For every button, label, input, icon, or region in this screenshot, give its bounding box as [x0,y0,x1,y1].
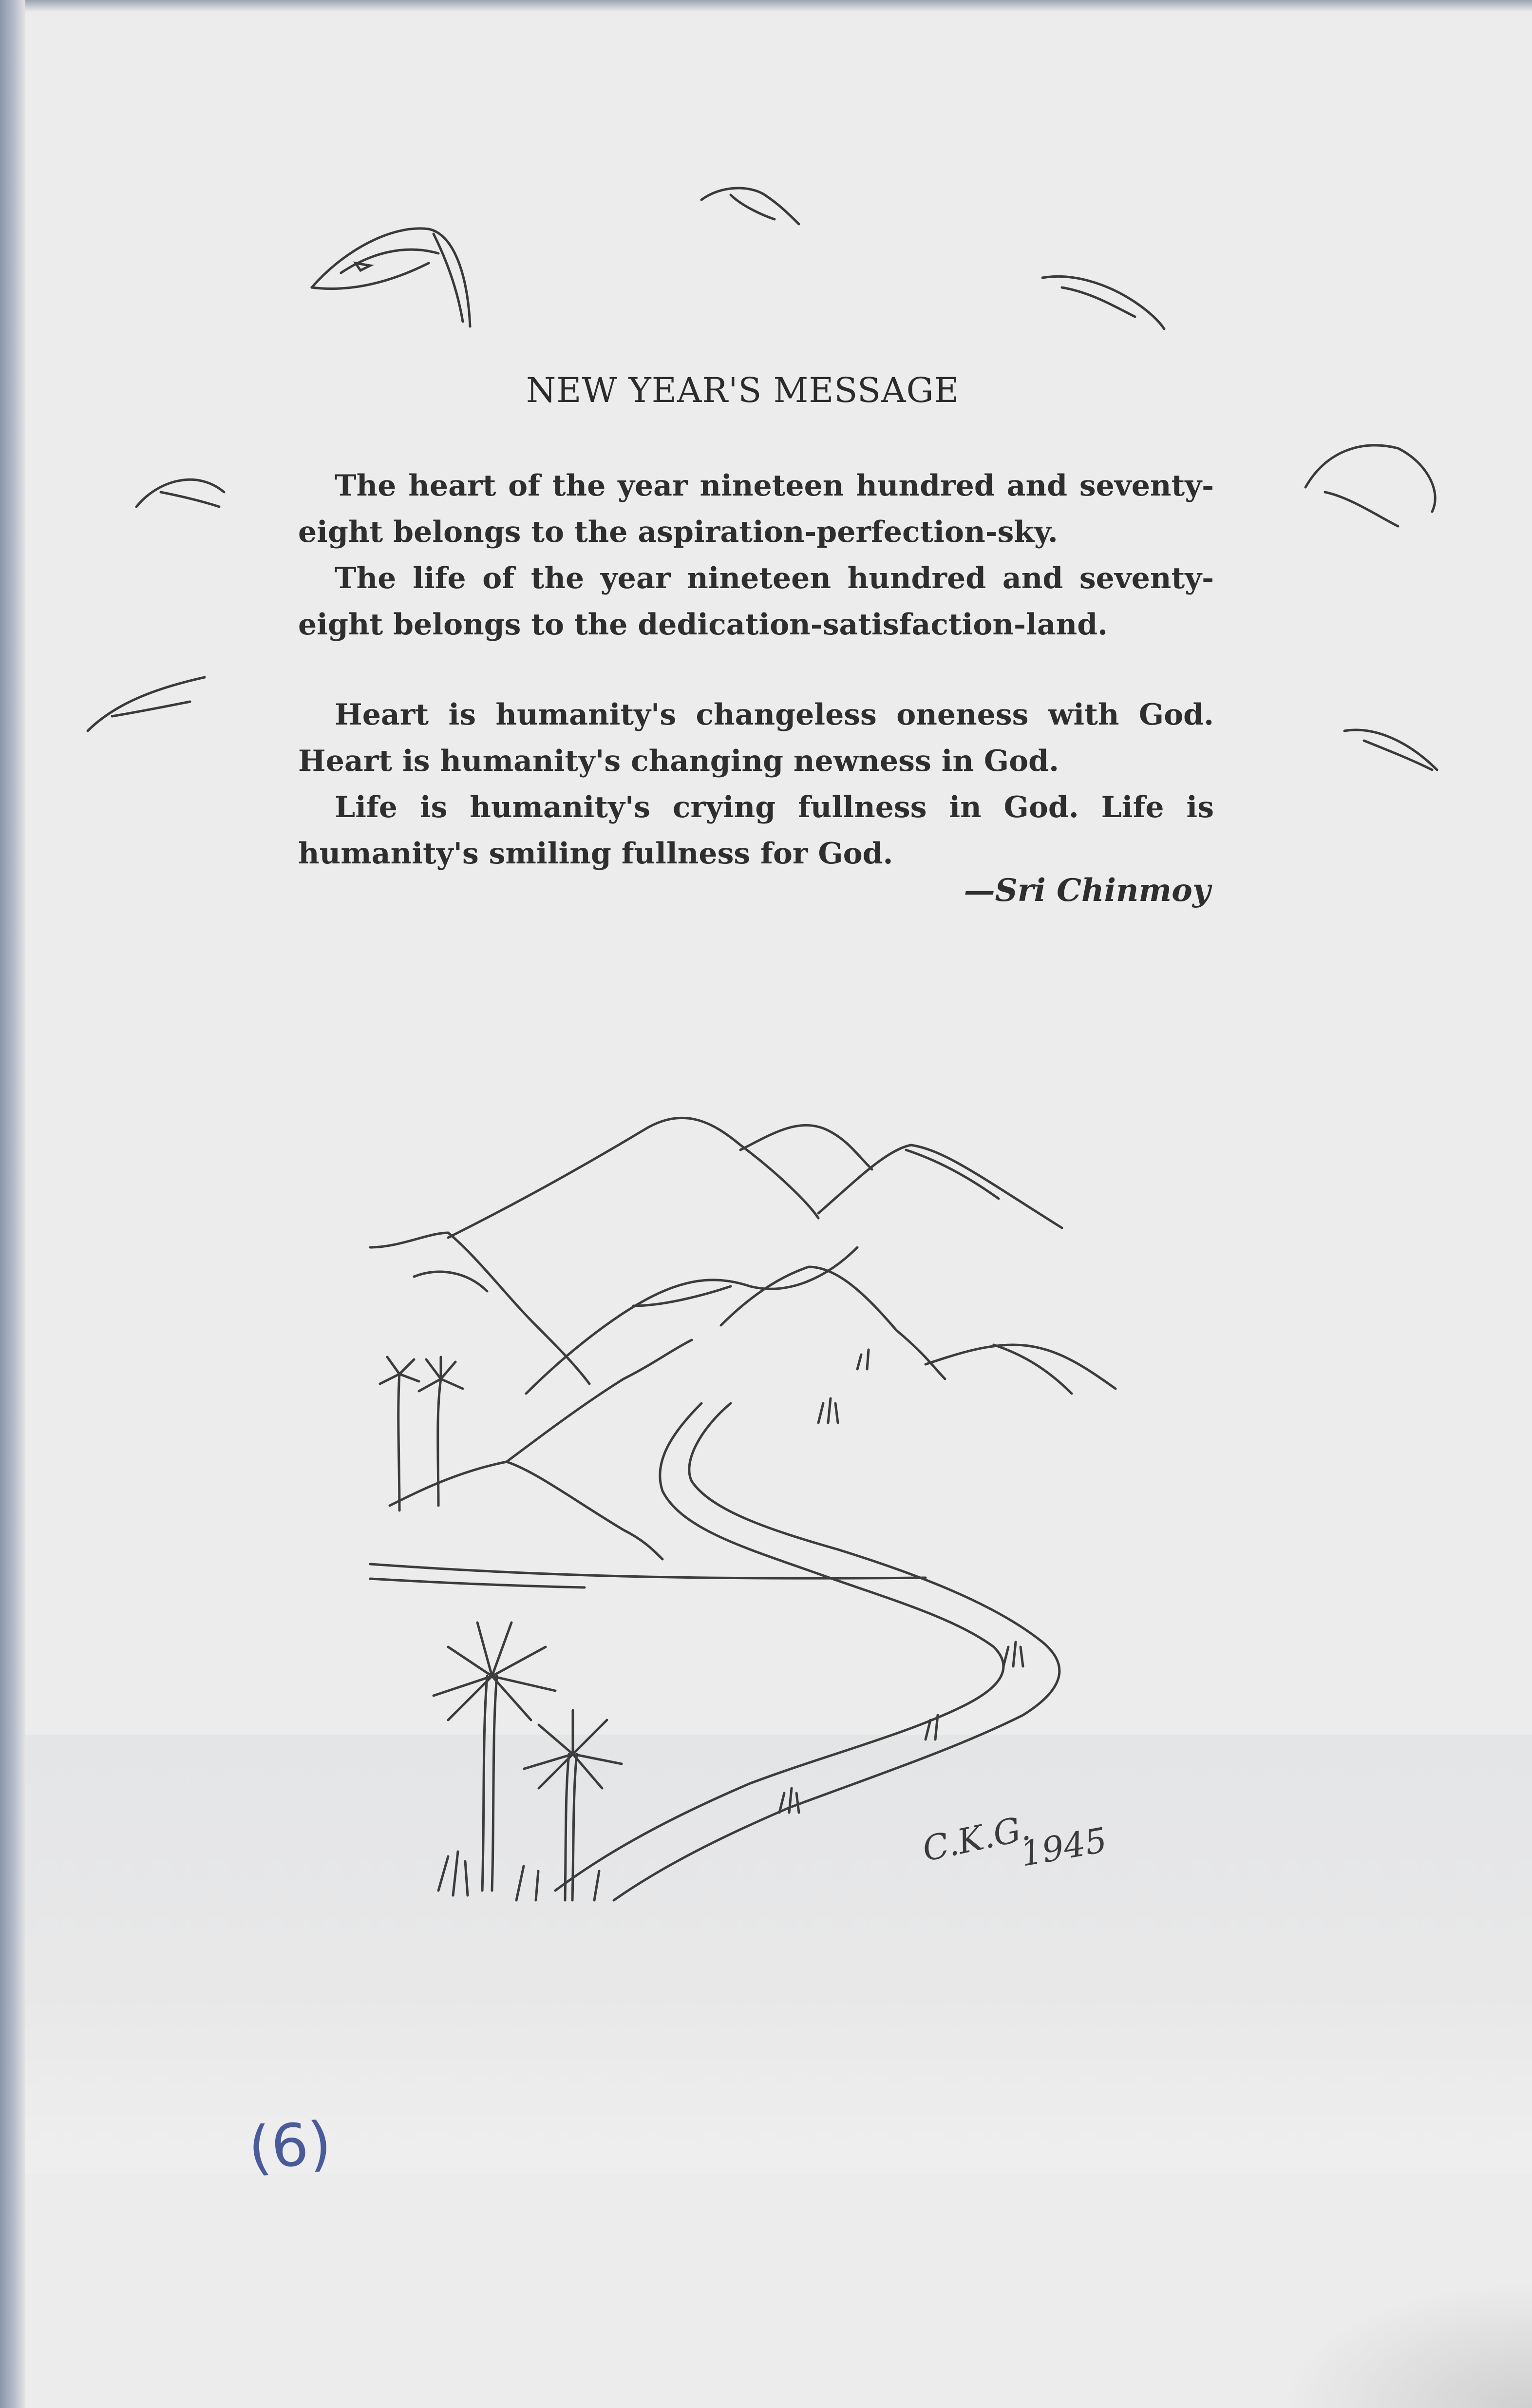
author-signature: —Sri Chinmoy [964,872,1210,909]
message-title: NEW YEAR'S MESSAGE [526,370,960,410]
sketch-year: 1945 [1017,1820,1110,1874]
page-number: (6) [246,2109,334,2183]
message-paragraph: The life of the year nineteen hundred and seventy-eight belongs to the dedication-satisfaction-land. [298,561,1214,642]
message-paragraph: The heart of the year nineteen hundred and seventy-eight belongs to the aspiration-perfection-sky. [298,469,1214,549]
artist-initials: C.K.G. [919,1807,1034,1870]
message-paragraph: Life is humanity's crying fullness in God. Life is humanity's smiling fullness for God. [298,790,1214,871]
message-paragraph: Heart is humanity's changeless oneness with God. Heart is humanity's changing newness in God. [298,698,1214,778]
